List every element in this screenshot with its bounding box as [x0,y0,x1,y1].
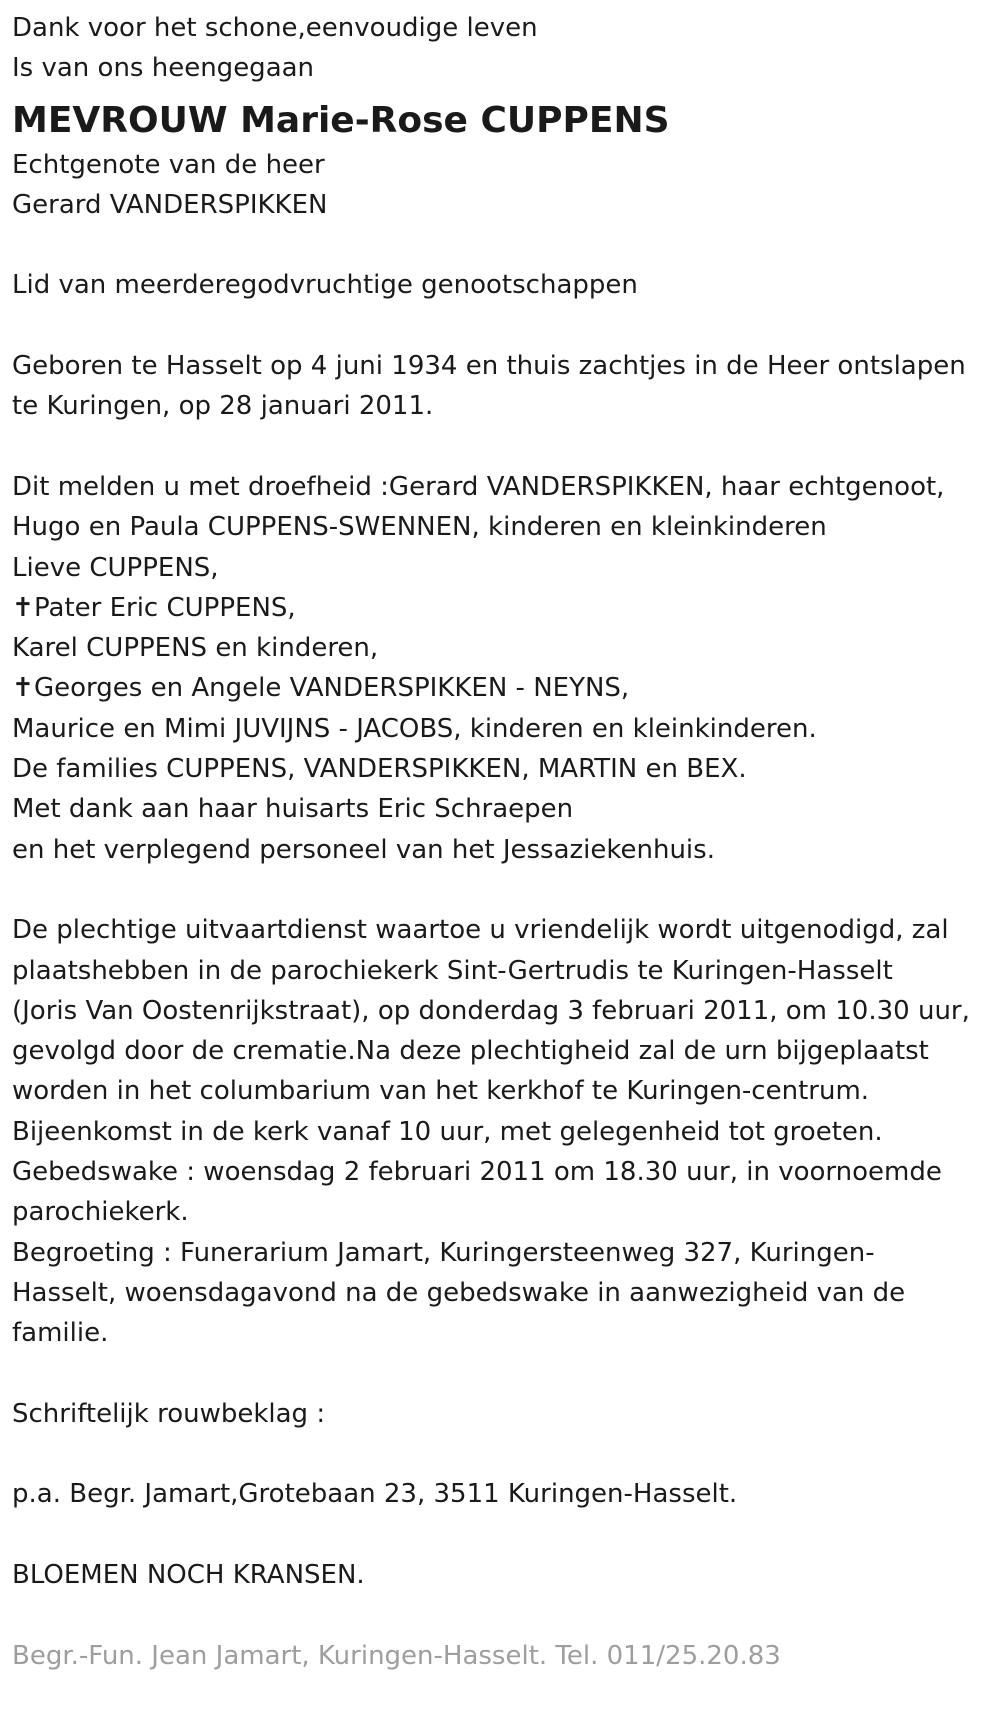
cross-icon: ✝ [12,673,34,704]
birth-death-line-2: te Kuringen, op 28 januari 2011. [12,391,434,422]
ceremony-line: parochiekerk. [12,1197,189,1228]
condolence-label: Schriftelijk rouwbeklag : [12,1398,326,1429]
family-list [12,467,1000,870]
birth-death-line-1: Geboren te Hasselt op 4 juni 1934 en thuis zachtjes in de Heer ontslapen [12,351,966,382]
ceremony-line: Begroeting : Funerarium Jamart, Kuringersteenweg 327, Kuringen- [12,1237,875,1268]
ceremony-paragraph [12,910,1000,1353]
spacer [12,1595,1000,1635]
no-flowers-notice: BLOEMEN NOCH KRANSEN. [12,1559,365,1590]
family-line: Hugo en Paula CUPPENS-SWENNEN, kinderen en kleinkinderen [12,512,827,543]
ceremony-line: Bijeenkomst in de kerk vanaf 10 uur, met gelegenheid tot groeten. [12,1116,883,1147]
intro-line-2: Is van ons heengegaan [12,53,315,84]
ceremony-line: gevolgd door de crematie.Na deze plechtigheid zal de urn bijgeplaatst [12,1036,929,1067]
family-line: Karel CUPPENS en kinderen, [12,633,379,664]
condolence-address: p.a. Begr. Jamart,Grotebaan 23, 3511 Kuringen-Hasselt. [12,1479,738,1510]
family-line: Met dank aan haar huisarts Eric Schraepen [12,794,574,825]
ceremony-line: Hasselt, woensdagavond na de gebedswake in aanwezigheid van de [12,1277,906,1308]
family-line: Lieve CUPPENS, [12,552,219,583]
deceased-name-title: MEVROUW Marie-Rose CUPPENS [12,99,670,141]
ceremony-line: Gebedswake : woensdag 2 februari 2011 om 18.30 uur, in voornoemde [12,1157,942,1188]
ceremony-line: familie. [12,1318,109,1349]
family-line: Maurice en Mimi JUVIJNS - JACOBS, kinderen en kleinkinderen. [12,713,817,744]
family-line: Dit melden u met droefheid :Gerard VANDERSPIKKEN, haar echtgenoot, [12,471,945,502]
ceremony-line: De plechtige uitvaartdienst waartoe u vriendelijk wordt uitgenodigd, zal [12,915,949,946]
spacer [12,1434,1000,1474]
spacer [12,306,1000,346]
spouse-line-2: Gerard VANDERSPIKKEN [12,189,328,220]
intro-line-1: Dank voor het schone,eenvoudige leven [12,13,538,43]
spouse-line-1: Echtgenote van de heer [12,149,325,180]
family-line: De families CUPPENS, VANDERSPIKKEN, MARTIN en BEX. [12,754,747,785]
ceremony-line: worden in het columbarium van het kerkhof te Kuringen-centrum. [12,1076,870,1107]
family-line: en het verplegend personeel van het Jessaziekenhuis. [12,834,715,865]
ceremony-line: (Joris Van Oostenrijkstraat), op donderdag 3 februari 2011, om 10.30 uur, [12,995,970,1026]
spacer [12,427,1000,467]
spacer [12,1354,1000,1394]
family-line: ✝Pater Eric CUPPENS, [12,588,1000,628]
cross-icon: ✝ [12,592,34,623]
ceremony-line: plaatshebben in de parochiekerk Sint-Gertrudis te Kuringen-Hasselt [12,955,893,986]
spacer [12,225,1000,265]
membership-line: Lid van meerderegodvruchtige genootschappen [12,270,638,301]
spacer [12,1515,1000,1555]
family-line: ✝Georges en Angele VANDERSPIKKEN - NEYNS, [12,668,1000,708]
spacer [12,870,1000,910]
funeral-home-footer: Begr.-Fun. Jean Jamart, Kuringen-Hasselt. Tel. 011/25.20.83 [12,1640,781,1671]
